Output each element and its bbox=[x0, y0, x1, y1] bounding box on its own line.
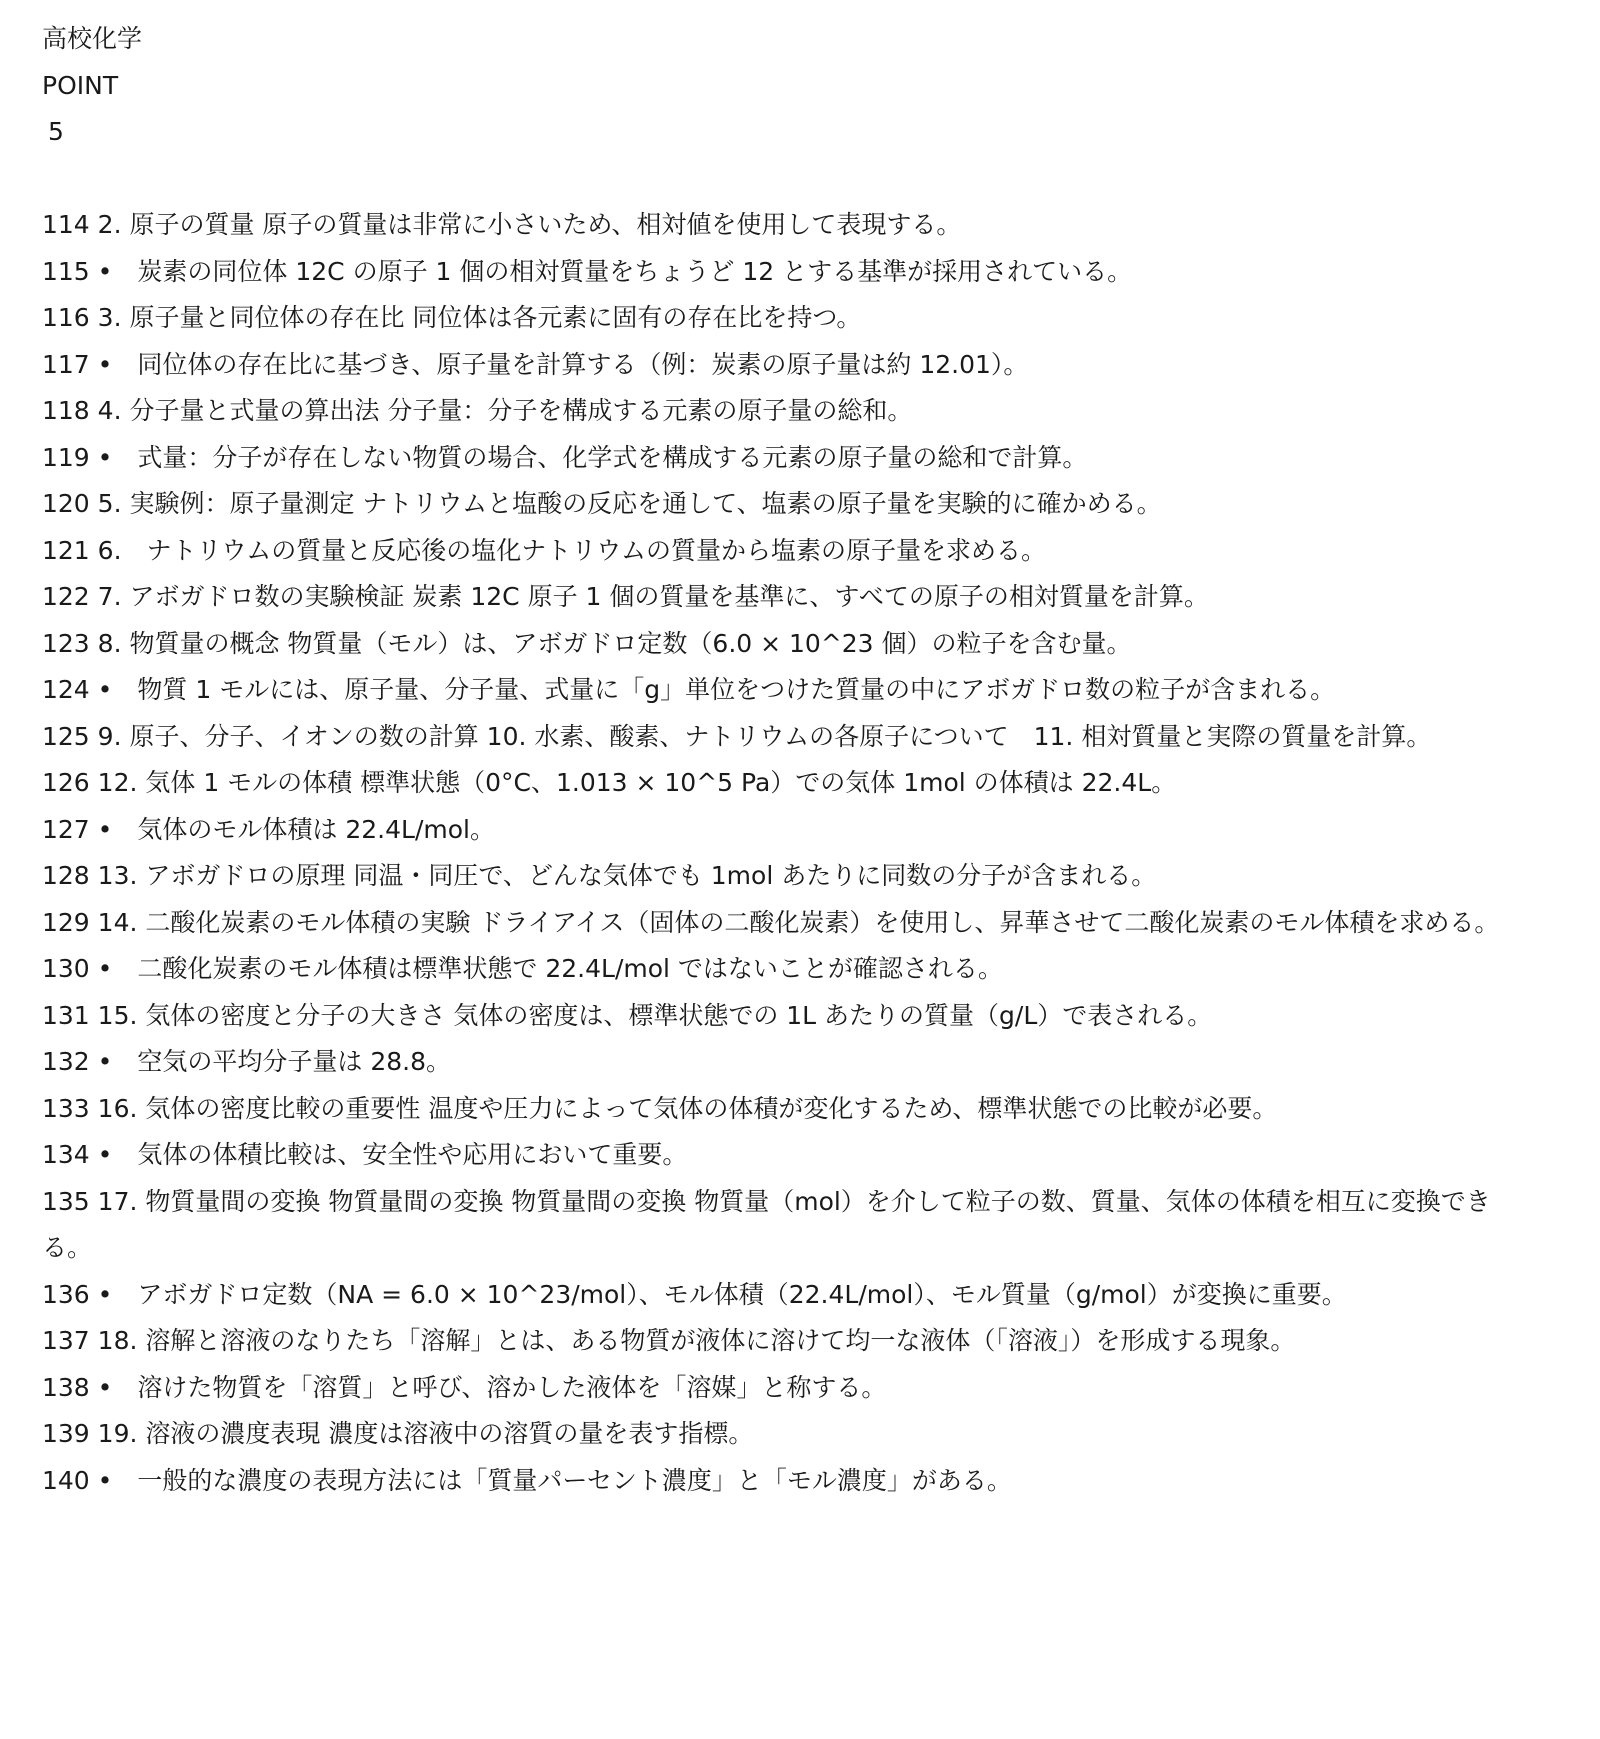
content-line: 117 • 同位体の存在比に基づき、原子量を計算する（例：炭素の原子量は約 12.01）。 bbox=[42, 349, 1029, 379]
point-number: 5 bbox=[48, 117, 64, 146]
header-spacer bbox=[42, 156, 1558, 203]
content-line: 129 14. 二酸化炭素のモル体積の実験 ドライアイス（固体の二酸化炭素）を使用し、昇華させて二酸化炭素のモル体積を求める。 bbox=[42, 907, 1500, 937]
content-line: 119 • 式量：分子が存在しない物質の場合、化学式を構成する元素の原子量の総和で計算。 bbox=[42, 442, 1088, 472]
content-line: 139 19. 溶液の濃度表現 濃度は溶液中の溶質の量を表す指標。 bbox=[42, 1419, 754, 1448]
content-line: 133 16. 気体の密度比較の重要性 温度や圧力によって気体の体積が変化するため、標準状態での比較が必要。 bbox=[42, 1093, 1278, 1123]
content-line: 140 • 一般的な濃度の表現方法には「質量パーセント濃度」と「モル濃度」がある。 bbox=[42, 1465, 1012, 1495]
content-line: 123 8. 物質量の概念 物質量（モル）は、アボガドロ定数（6.0 × 10^23 個）の粒子を含む量。 bbox=[42, 628, 1132, 658]
content-line: 137 18. 溶解と溶液のなりたち「溶解」とは、ある物質が液体に溶けて均一な液体（「溶液」）を形成する現象。 bbox=[42, 1326, 1296, 1355]
content-line: 126 12. 気体 1 モルの体積 標準状態（0°C、1.013 × 10^5 Pa）での気体 1mol の体積は 22.4L。 bbox=[42, 768, 1177, 797]
content-line: 121 6. ナトリウムの質量と反応後の塩化ナトリウムの質量から塩素の原子量を求める。 bbox=[42, 535, 1047, 565]
content-line: 118 4. 分子量と式量の算出法 分子量：分子を構成する元素の原子量の総和。 bbox=[42, 396, 913, 425]
document-page bbox=[42, 16, 1558, 1504]
content-line: 135 17. 物質量間の変換 物質量間の変換 物質量間の変換 物質量（mol）を介して粒子の数、質量、気体の体積を相互に変換できる。 bbox=[42, 1186, 1491, 1262]
content-line: 127 • 気体のモル体積は 22.4L/mol。 bbox=[42, 814, 495, 844]
content-line: 134 • 気体の体積比較は、安全性や応用において重要。 bbox=[42, 1140, 688, 1169]
content-line: 138 • 溶けた物質を「溶質」と呼び、溶かした液体を「溶媒」と称する。 bbox=[42, 1372, 887, 1402]
content-line: 115 • 炭素の同位体 12C の原子 1 個の相対質量をちょうど 12 とする基準が採用されている。 bbox=[42, 256, 1133, 286]
subject-title: 高校化学 bbox=[42, 24, 143, 53]
content-line: 120 5. 実験例：原子量測定 ナトリウムと塩酸の反応を通して、塩素の原子量を実験的に確かめる。 bbox=[42, 489, 1162, 518]
content-line: 125 9. 原子、分子、イオンの数の計算 10. 水素、酸素、ナトリウムの各原子について 11. 相対質量と実際の質量を計算。 bbox=[42, 721, 1432, 751]
content-line: 116 3. 原子量と同位体の存在比 同位体は各元素に固有の存在比を持つ。 bbox=[42, 303, 862, 332]
content-list bbox=[42, 202, 1558, 1504]
content-line: 124 • 物質 1 モルには、原子量、分子量、式量に「g」単位をつけた質量の中にアボガドロ数の粒子が含まれる。 bbox=[42, 675, 1336, 704]
content-line: 128 13. アボガドロの原理 同温・同圧で、どんな気体でも 1mol あたりに同数の分子が含まれる。 bbox=[42, 861, 1157, 890]
content-line: 130 • 二酸化炭素のモル体積は標準状態で 22.4L/mol ではないことが確認される。 bbox=[42, 954, 1003, 983]
content-line: 122 7. アボガドロ数の実験検証 炭素 12C 原子 1 個の質量を基準に、すべての原子の相対質量を計算。 bbox=[42, 582, 1209, 611]
content-line: 132 • 空気の平均分子量は 28.8。 bbox=[42, 1047, 452, 1076]
content-line: 131 15. 気体の密度と分子の大きさ 気体の密度は、標準状態での 1L あたりの質量（g/L）で表される。 bbox=[42, 1000, 1213, 1030]
point-label: POINT bbox=[42, 70, 119, 100]
content-line: 136 • アボガドロ定数（NA = 6.0 × 10^23/mol）、モル体積（22.4L/mol）、モル質量（g/mol）が変換に重要。 bbox=[42, 1279, 1347, 1309]
content-line: 114 2. 原子の質量 原子の質量は非常に小さいため、相対値を使用して表現する。 bbox=[42, 210, 962, 239]
